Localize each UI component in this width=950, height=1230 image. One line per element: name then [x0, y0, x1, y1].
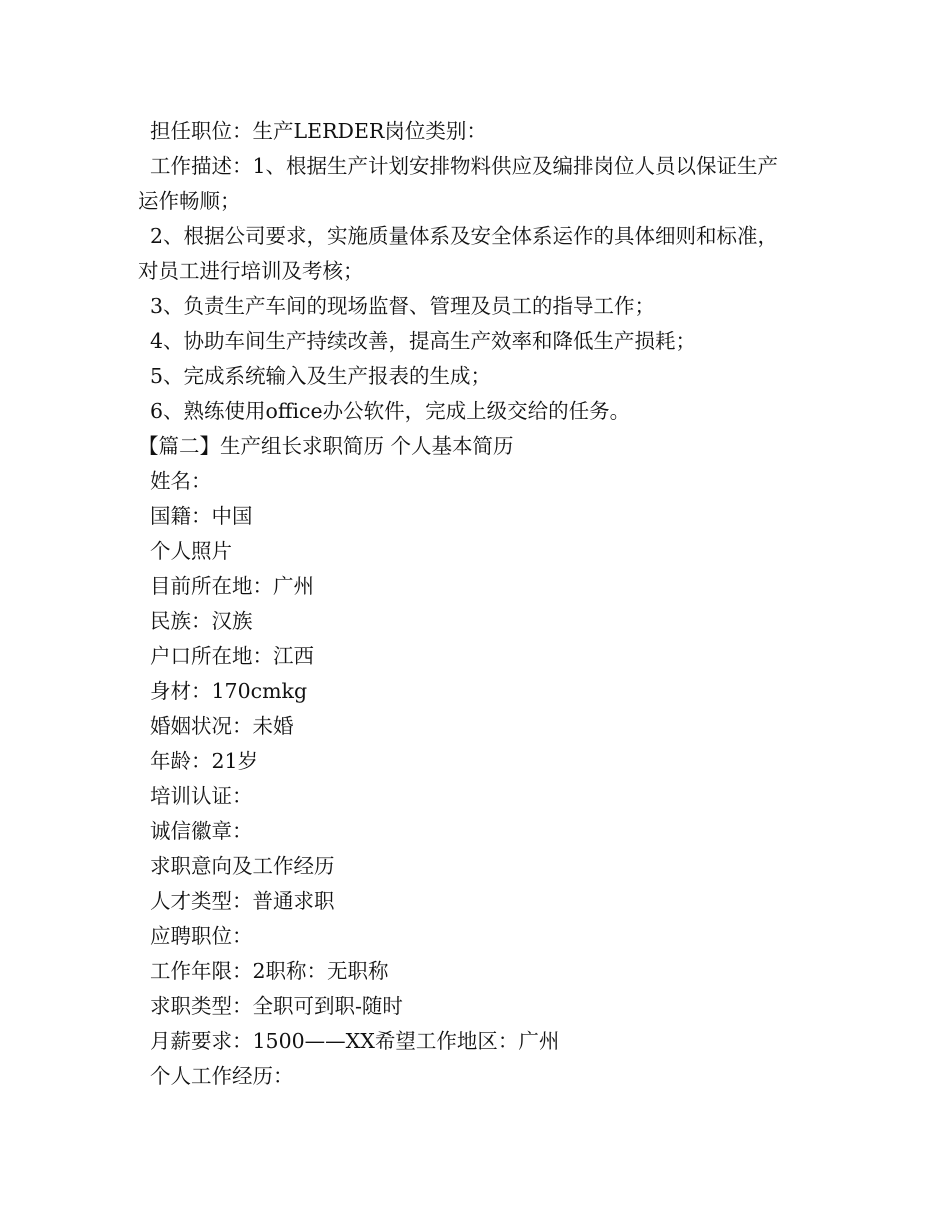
text-line: 婚姻状况：未婚: [150, 714, 294, 738]
text-line: 诚信徽章：: [150, 819, 253, 843]
text-line: 工作描述：1、根据生产计划安排物料供应及编排岗位人员以保证生产: [150, 154, 779, 178]
text-line: 人才类型：普通求职: [150, 889, 335, 913]
text-line: 身材：170cmkg: [150, 679, 308, 703]
text-line: 月薪要求：1500——XX希望工作地区：广州: [150, 1029, 560, 1053]
text-line: 2、根据公司要求，实施质量体系及安全体系运作的具体细则和标准，: [150, 224, 779, 248]
text-line: 运作畅顺；: [138, 189, 241, 213]
text-line: 年龄：21岁: [150, 749, 259, 773]
text-line: 5、完成系统输入及生产报表的生成；: [150, 364, 492, 388]
text-line: 培训认证：: [150, 784, 253, 808]
text-line: 3、负责生产车间的现场监督、管理及员工的指导工作；: [150, 294, 656, 318]
text-line: 应聘职位：: [150, 924, 253, 948]
text-line: 户口所在地：江西: [150, 644, 314, 668]
text-line: 个人照片: [150, 539, 232, 563]
section-heading: 【篇二】生产组长求职简历 个人基本简历: [138, 434, 514, 458]
text-line: 求职类型：全职可到职-随时: [150, 994, 403, 1018]
text-line: 担任职位：生产LERDER岗位类别：: [150, 119, 487, 143]
text-line: 求职意向及工作经历: [150, 854, 335, 878]
text-line: 对员工进行培训及考核；: [138, 259, 364, 283]
text-line: 目前所在地：广州: [150, 574, 314, 598]
text-line: 工作年限：2职称：无职称: [150, 959, 389, 983]
text-line: 6、熟练使用office办公软件，完成上级交给的任务。: [150, 399, 631, 423]
text-line: 姓名：: [150, 469, 212, 493]
text-line: 个人工作经历：: [150, 1064, 294, 1088]
text-line: 民族：汉族: [150, 609, 253, 633]
text-line: 4、协助车间生产持续改善，提高生产效率和降低生产损耗；: [150, 329, 697, 353]
text-line: 国籍：中国: [150, 504, 253, 528]
